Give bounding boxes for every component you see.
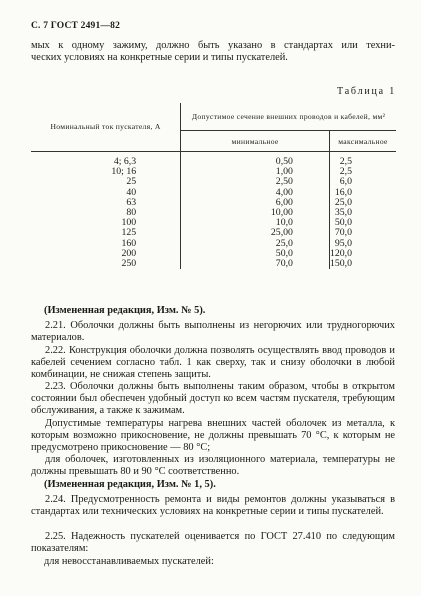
intro-line-2: ческих условиях на конкретные серии и типы пускателей. xyxy=(31,52,288,64)
cross-section-table xyxy=(31,103,396,269)
clause-2-23: 2.23. Оболочки должны быть выполнены таким образом, чтобы в открытом состоянии был обеспечен удобный доступ ко всем частям пускателя, требующим обслуживания, а также к зажимам. xyxy=(31,381,395,417)
clause-2-25: 2.25. Надежность пускателей оценивается по ГОСТ 27.410 по следующим показателям: xyxy=(31,531,395,555)
max-section-cell: 6,0 xyxy=(329,177,396,187)
max-section-cell: 25,0 xyxy=(329,198,396,208)
max-section-cell: 150,0 xyxy=(329,259,396,269)
current-cell: 125 xyxy=(121,227,137,239)
max-section-cell: 35,0 xyxy=(329,208,396,218)
max-section-cell: 120,0 xyxy=(329,249,396,259)
min-section-cell: 70,0 xyxy=(181,259,330,269)
table-body xyxy=(31,152,396,270)
current-cell: 10; 16 xyxy=(111,166,137,178)
table-row xyxy=(31,259,396,269)
max-section-cell: 16,0 xyxy=(329,188,396,198)
clause-2-24: 2.24. Предусмотренность ремонта и виды ремонтов должны указываться в стандартах или технических условиях на конкретные серии и типы пускателей. xyxy=(31,494,395,518)
current-cell: 200 xyxy=(121,247,137,259)
min-section-cell: 25,0 xyxy=(181,239,330,249)
min-section-cell: 50,0 xyxy=(181,249,330,259)
min-section-cell: 6,00 xyxy=(181,198,330,208)
current-cell: 25 xyxy=(126,176,137,188)
min-column-header: минимальное xyxy=(181,131,330,152)
max-section-cell: 70,0 xyxy=(329,228,396,238)
current-cell: 80 xyxy=(126,207,137,219)
revision-note-2: (Измененная редакция, Изм. № 1, 5). xyxy=(44,479,216,490)
min-section-cell: 0,50 xyxy=(181,152,330,168)
current-cell: 4; 6,3 xyxy=(113,156,137,167)
clause-2-22: 2.22. Конструкция оболочки должна позволять осуществлять ввод проводов и кабелей сечением согласно табл. 1 как сверху, так и снизу оболочки в любой комбинации, не снижая степень защиты. xyxy=(31,345,395,381)
intro-text xyxy=(31,40,395,64)
max-section-cell: 95,0 xyxy=(329,239,396,249)
max-section-cell: 50,0 xyxy=(329,218,396,228)
current-cell: 63 xyxy=(126,196,137,208)
temperature-metal: Допустимые температуры нагрева внешних частей оболочек из металла, к которым возможно прикосновение, не должны превышать 70 °С, к которым не предусмотрено прикосновение — 80 °С; xyxy=(31,418,395,454)
clause-2-21: 2.21. Оболочки должны быть выполнены из негорючих или трудногорючих материалов. xyxy=(31,320,395,344)
current-cell: 40 xyxy=(126,186,137,198)
max-column-header: максимальное xyxy=(329,131,396,152)
min-section-cell: 10,00 xyxy=(181,208,330,218)
min-section-cell: 2,50 xyxy=(181,177,330,187)
non-restorable-starters: для невосстанавливаемых пускателей: xyxy=(44,556,214,567)
page-header: С. 7 ГОСТ 2491—82 xyxy=(31,21,121,31)
min-section-cell: 1,00 xyxy=(181,167,330,177)
current-cell: 250 xyxy=(121,258,137,270)
temperature-insulating: для оболочек, изготовленных из изоляционного материала, температуры не должны превышать 80 и 90 °С соответственно. xyxy=(31,454,395,478)
current-cell: 160 xyxy=(121,237,137,249)
min-section-cell: 4,00 xyxy=(181,188,330,198)
section-group-header: Допустимое сечение внешних проводов и кабелей, мм² xyxy=(181,103,396,131)
min-section-cell: 25,00 xyxy=(181,228,330,238)
table-row xyxy=(31,152,396,168)
intro-line-1: мых к одному зажиму, должно быть указано в стандартах или техни- xyxy=(31,40,395,51)
min-section-cell: 10,0 xyxy=(181,218,330,228)
max-section-cell: 2,5 xyxy=(329,152,396,168)
revision-note-1: (Измененная редакция, Изм. № 5). xyxy=(44,305,206,316)
current-cell: 100 xyxy=(121,217,137,229)
table-caption: Таблица 1 xyxy=(337,86,396,97)
current-column-header: Номинальный ток пускателя, А xyxy=(31,103,181,152)
max-section-cell: 2,5 xyxy=(329,167,396,177)
